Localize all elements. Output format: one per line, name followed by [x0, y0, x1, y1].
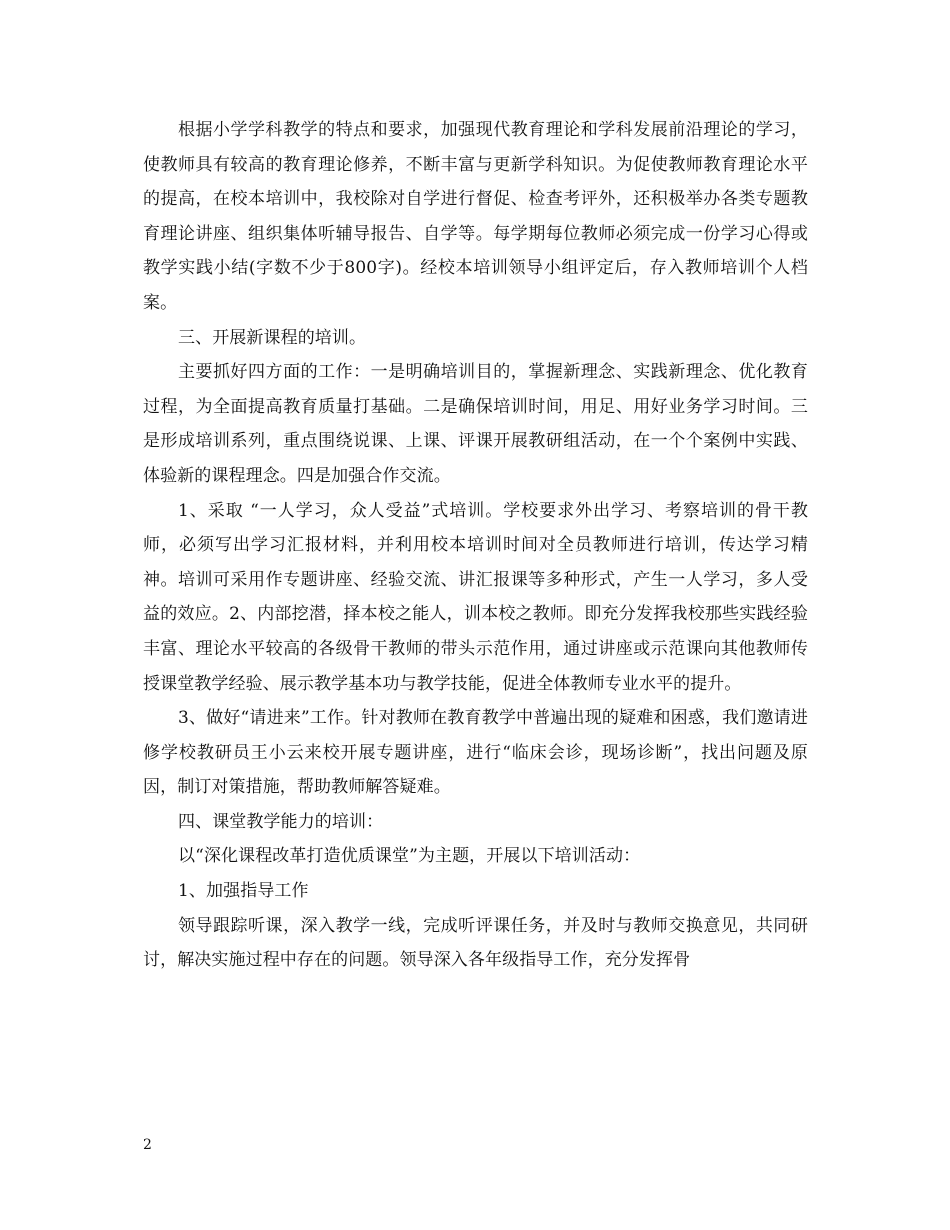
heading-classroom-teaching: 四、课堂教学能力的培训：	[178, 811, 384, 832]
paragraph-theme: 以“深化课程改革打造优质课堂”为主题，开展以下培训活动：	[178, 846, 641, 867]
heading-guidance: 1、加强指导工作	[178, 881, 309, 902]
page-number: 2	[143, 1137, 152, 1153]
heading-new-curriculum: 三、开展新课程的培训。	[178, 327, 367, 348]
body-text	[143, 113, 808, 978]
paragraph-one-learns: 1、采取 “一人学习，众人受益”式培训。学校要求外出学习、考察培训的骨干教师，必须写出学习汇报材料，并利用校本培训时间对全员教师进行培训，传达学习精神。培训可采用作专题讲座、经验交流、讲汇报课等多种形式，产生一人学习，多人受益的效应。2、内部挖潜，择本校之能人，训本校之教师。即充分发挥我校那些实践经验丰富、理论水平较高的各级骨干教师的带头示范作用，通过讲座或示范课向其他教师传授课堂教学经验、展示教学基本功与教学技能，促进全体教师专业水平的提升。	[143, 500, 808, 694]
paragraph-four-aspects: 主要抓好四方面的工作：一是明确培训目的，掌握新理念、实践新理念、优化教育过程，为全面提高教育质量打基础。二是确保培训时间，用足、用好业务学习时间。三是形成培训系列，重点围绕说课、上课、评课开展教研组活动，在一个个案例中实践、体验新的课程理念。四是加强合作交流。	[143, 362, 808, 486]
paragraph-leader-followup: 领导跟踪听课，深入教学一线，完成听评课任务，并及时与教师交换意见，共同研讨，解决实施过程中存在的问题。领导深入各年级指导工作，充分发挥骨	[143, 915, 808, 971]
paragraph-theory-study: 根据小学学科教学的特点和要求，加强现代教育理论和学科发展前沿理论的学习，使教师具有较高的教育理论修养，不断丰富与更新学科知识。为促使教师教育理论水平的提高，在校本培训中，我校除对自学进行督促、检查考评外，还积极举办各类专题教育理论讲座、组织集体听辅导报告、自学等。每学期每位教师必须完成一份学习心得或教学实践小结(字数不少于800字)。经校本培训领导小组评定后，存入教师培训个人档案。	[143, 120, 808, 313]
paragraph-invite-in: 3、做好“请进来”工作。针对教师在教育教学中普遍出现的疑难和困惑，我们邀请进修学校教研员王小云来校开展专题讲座，进行“临床会诊，现场诊断”，找出问题及原因，制订对策措施，帮助教师解答疑难。	[143, 708, 808, 798]
